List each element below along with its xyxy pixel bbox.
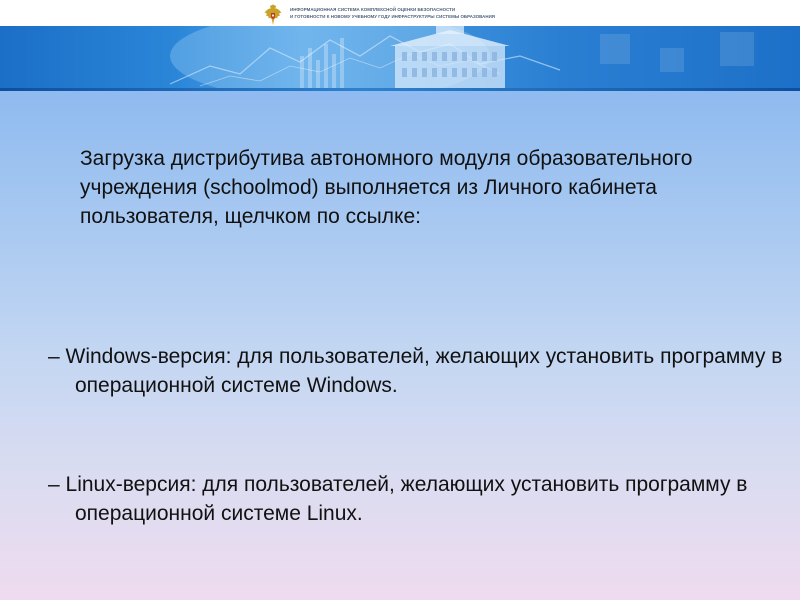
bullet-windows-version: – Windows-версия: для пользователей, желающих установить программу в операционной системе Windows. bbox=[48, 345, 783, 397]
top-strip bbox=[0, 0, 800, 26]
intro-paragraph bbox=[80, 144, 720, 231]
header-banner bbox=[0, 26, 800, 88]
banner-pattern bbox=[600, 32, 754, 72]
bullet-linux-version: – Linux-версия: для пользователей, желающих установить программу в операционной системе Linux. bbox=[48, 473, 748, 525]
banner-bottom-rule bbox=[0, 88, 800, 91]
intro-text: Загрузка дистрибутива автономного модуля образовательного учреждения (schoolmod) выполняется из Личного кабинета пользователя, щелчком по ссылке: bbox=[80, 147, 693, 228]
banner-decoration bbox=[0, 26, 800, 88]
organization-name bbox=[290, 6, 550, 20]
organization-name-line-1: ИНФОРМАЦИОННАЯ СИСТЕМА КОМПЛЕКСНОЙ ОЦЕНКИ БЕЗОПАСНОСТИ bbox=[290, 7, 456, 12]
russian-coat-of-arms-icon bbox=[262, 4, 284, 26]
organization-name-line-2: И ГОТОВНОСТИ К НОВОМУ УЧЕБНОМУ ГОДУ ИНФРАСТРУКТУРЫ СИСТЕМЫ ОБРАЗОВАНИЯ bbox=[290, 14, 496, 19]
